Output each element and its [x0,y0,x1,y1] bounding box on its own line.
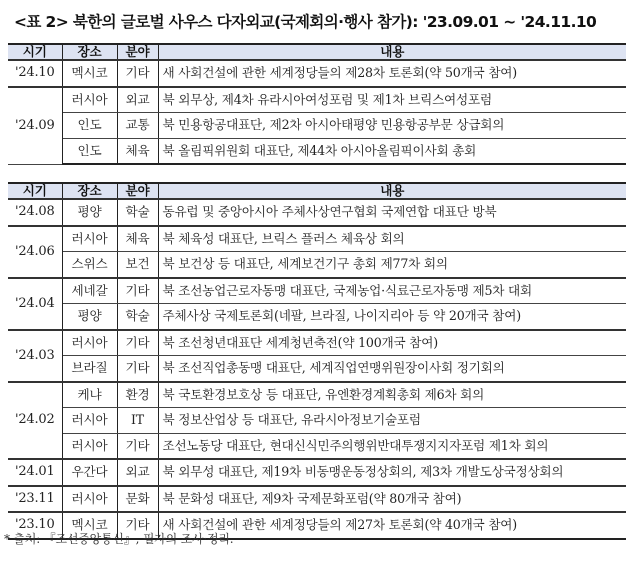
period-cell: '24.06 [8,226,62,278]
field-cell: 교통 [117,113,158,139]
header-period: 시기 [8,183,62,199]
place-cell: 브라질 [62,356,117,382]
place-cell: 러시아 [62,486,117,513]
place-cell: 멕시코 [62,512,117,539]
place-cell: 러시아 [62,408,117,434]
place-cell: 평양 [62,304,117,330]
content-cell: 북 조선청년대표단 세계청년축전(약 100개국 참여) [158,330,626,356]
table-row [8,60,626,87]
table-row [8,433,626,459]
field-cell: 기타 [117,330,158,356]
table-row [8,408,626,434]
table-row [8,138,626,164]
content-cell: 북 외무상, 제4차 유라시아여성포럼 및 제1차 브릭스여성포럼 [158,87,626,113]
content-cell: 북 민용항공대표단, 제2차 아시아태평양 민용항공부문 상급회의 [158,113,626,139]
table-row [8,199,626,226]
period-cell: '24.03 [8,330,62,382]
place-cell: 케냐 [62,382,117,408]
period-cell: '23.11 [8,486,62,513]
place-cell: 인도 [62,113,117,139]
table-row [8,113,626,139]
field-cell: 환경 [117,382,158,408]
table-row [8,252,626,278]
table-row [8,459,626,486]
field-cell: 학술 [117,199,158,226]
place-cell: 우간다 [62,459,117,486]
table-row [8,278,626,304]
field-cell: 보건 [117,252,158,278]
field-cell: 학술 [117,304,158,330]
content-cell: 북 조선직업총동맹 대표단, 세계직업연맹위원장이사회 정기회의 [158,356,626,382]
content-cell: 북 조선농업근로자동맹 대표단, 국제농업·식료근로자동맹 제5차 대회 [158,278,626,304]
table-row [8,304,626,330]
place-cell: 러시아 [62,226,117,252]
field-cell: 외교 [117,459,158,486]
table-header-row [8,44,626,60]
header-place: 장소 [62,183,117,199]
diplomacy-table-2024-h2 [8,43,626,165]
field-cell: 체육 [117,138,158,164]
header-period: 시기 [8,44,62,60]
period-cell: '24.08 [8,199,62,226]
content-cell: 북 문화성 대표단, 제9차 국제문화포럼(약 80개국 참여) [158,486,626,513]
content-cell: 주체사상 국제토론회(네팔, 브라질, 나이지리아 등 약 20개국 참여) [158,304,626,330]
table-row [8,486,626,513]
content-cell: 새 사회건설에 관한 세계정당들의 제28차 토론회(약 50개국 참여) [158,60,626,87]
field-cell: 체육 [117,226,158,252]
place-cell: 스위스 [62,252,117,278]
content-cell: 북 올림픽위원회 대표단, 제44차 아시아올림픽이사회 총회 [158,138,626,164]
source-note: * 출처: 『조선중앙통신』, 필자의 조사·정리. [4,532,234,546]
table-row [8,356,626,382]
header-place: 장소 [62,44,117,60]
period-cell: '24.10 [8,60,62,87]
header-field: 분야 [117,183,158,199]
place-cell: 인도 [62,138,117,164]
field-cell: IT [117,408,158,434]
field-cell: 기타 [117,278,158,304]
period-cell: '23.10 [8,512,62,539]
content-cell: 북 외무성 대표단, 제19차 비동맹운동정상회의, 제3차 개발도상국정상회의 [158,459,626,486]
table-row [8,226,626,252]
place-cell: 러시아 [62,330,117,356]
table-row [8,87,626,113]
content-cell: 동유럽 및 중앙아시아 주체사상연구협회 국제연합 대표단 방북 [158,199,626,226]
table-row [8,382,626,408]
content-cell: 북 보건상 등 대표단, 세계보건기구 총회 제77차 회의 [158,252,626,278]
place-cell: 러시아 [62,87,117,113]
field-cell: 문화 [117,486,158,513]
field-cell: 기타 [117,60,158,87]
place-cell: 멕시코 [62,60,117,87]
diplomacy-table-2023-2024 [8,182,626,540]
field-cell: 기타 [117,356,158,382]
content-cell: 북 체육성 대표단, 브릭스 플러스 체육상 회의 [158,226,626,252]
field-cell: 기타 [117,512,158,539]
header-content: 내용 [158,183,626,199]
header-content: 내용 [158,44,626,60]
period-cell: '24.04 [8,278,62,330]
period-cell: '24.02 [8,382,62,460]
content-cell: 북 국토환경보호상 등 대표단, 유엔환경계획총회 제6차 회의 [158,382,626,408]
header-field: 분야 [117,44,158,60]
field-cell: 기타 [117,433,158,459]
place-cell: 평양 [62,199,117,226]
table-header-row [8,183,626,199]
period-cell: '24.01 [8,459,62,486]
period-cell: '24.09 [8,87,62,165]
content-cell: 새 사회건설에 관한 세계정당들의 제27차 토론회(약 40개국 참여) [158,512,626,539]
content-cell: 조선노동당 대표단, 현대신식민주의행위반대투쟁지지자포럼 제1차 회의 [158,433,626,459]
content-cell: 북 정보산업상 등 대표단, 유라시아정보기술포럼 [158,408,626,434]
field-cell: 외교 [117,87,158,113]
place-cell: 러시아 [62,433,117,459]
table-title: <표 2> 북한의 글로벌 사우스 다자외교(국제회의·행사 참가): '23.09.01 ~ '24.11.10 [14,13,597,31]
place-cell: 세네갈 [62,278,117,304]
table-row [8,330,626,356]
